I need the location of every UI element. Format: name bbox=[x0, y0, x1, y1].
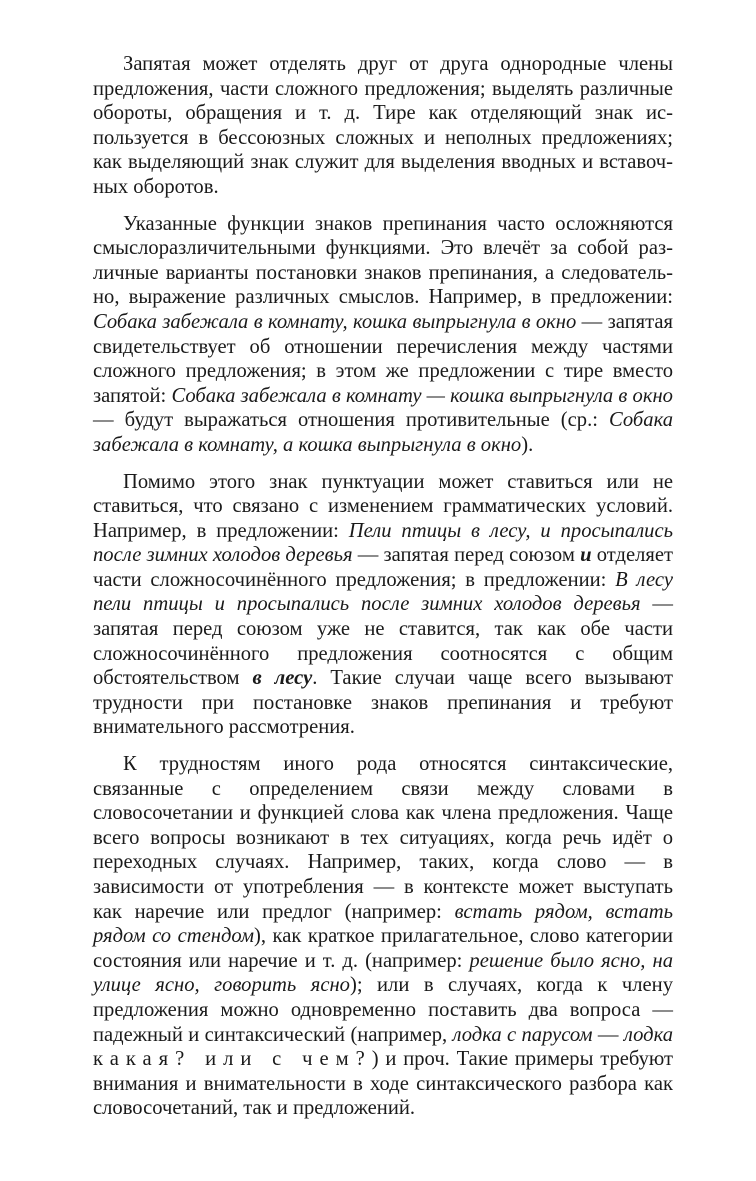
emphasized-text: решение было ясно, на улице ясно, говорить ясно bbox=[93, 949, 673, 997]
text-run: отделяет части сложносочинённого предложения; в предложении: bbox=[93, 544, 673, 591]
text-run: ), как краткое прилагательное, слово категории состояния или наречие и т. д. (например: bbox=[93, 925, 673, 972]
text-run: — запятая перед союзом bbox=[352, 544, 581, 567]
emphasized-text: В лесу пели птицы и просыпались после зимних холодов деревья bbox=[93, 568, 673, 616]
text-run: — запятая свидетельствует об отношении перечисления между частями сложного предложения; в этом же предложении с тире вместо запятой: bbox=[93, 310, 673, 407]
text-run: ); или в случаях, когда к члену предложения можно одновременно поставить два вопроса — падежный и синтаксический (например, bbox=[93, 974, 673, 1046]
paragraph-1 bbox=[93, 52, 673, 200]
text-run: Указанные функции знаков препинания часто осложняются смыслоразличительными функциями. Это влечёт за собой различные варианты постановки знаков препинания, а следовательно, выражение различных смыслов. Например, в предложении: bbox=[93, 212, 673, 309]
text-run: Запятая может отделять друг от друга однородные члены предложения, части сложного предложения; выделять различные обороты, обращения и т. д. Тире как отделяющий знак используется в бессоюзных сложных и неполных предложениях; как выделяющий знак служит для выделения вводных и вставочных оборотов. bbox=[93, 53, 673, 198]
emphasized-text: и bbox=[580, 544, 592, 567]
text-run: К трудностям иного рода относятся синтаксические, связанные с определением связи между словами в словосочетании и функцией слова как члена предложения. Чаще всего вопросы возникают в тех ситуациях, когда речь идёт о переходных случаях. Например, таких, когда слово — в зависимости от употребления — в контексте может выступать как наречие или предлог (например: bbox=[93, 753, 673, 923]
emphasized-text: встать рядом, встать рядом со стендом bbox=[93, 900, 674, 948]
emphasized-text: лодка с парусом bbox=[452, 1023, 593, 1046]
emphasized-text: Пели птицы в лесу, и просыпались после зимних холодов деревья bbox=[93, 519, 673, 567]
text-run: Помимо этого знак пунктуации может ставиться или не ставиться, что связано с изменением грамматических условий. Например, в предложении: bbox=[93, 470, 673, 542]
document-page bbox=[93, 52, 673, 1121]
emphasized-text: в лесу bbox=[252, 667, 313, 690]
paragraph-4 bbox=[93, 752, 673, 1121]
emphasized-text: лодка bbox=[623, 1023, 673, 1046]
paragraph-3 bbox=[93, 470, 673, 741]
text-run: — запятая перед союзом уже не ставится, так как обе части сложносочинённого предложения соотносятся с общим обстоятельством bbox=[93, 593, 673, 690]
emphasized-text: Собака забежала в комнату — кошка выпрыгнула в окно bbox=[171, 384, 673, 407]
emphasized-text: Собака забежала в комнату, кошка выпрыгнула в окно bbox=[93, 310, 577, 333]
emphasized-text: какая? или с чем? bbox=[93, 1048, 372, 1071]
text-run: ) и проч. Такие примеры требуют внимания и внимательности в ходе синтаксического разбора как словосочетаний, так и предложений. bbox=[93, 1048, 673, 1120]
text-run: . Такие случаи чаще всего вызывают трудности при постановке знаков препинания и требуют внимательного рассмотрения. bbox=[93, 667, 673, 739]
text-run: ). bbox=[521, 433, 534, 456]
text-run: — bbox=[592, 1023, 624, 1046]
emphasized-text: Собака забежала в комнату, а кошка выпрыгнула в окно bbox=[93, 409, 673, 456]
paragraph-2 bbox=[93, 212, 673, 458]
text-run: — будут выражаться отношения противительные (ср.: bbox=[93, 409, 610, 432]
